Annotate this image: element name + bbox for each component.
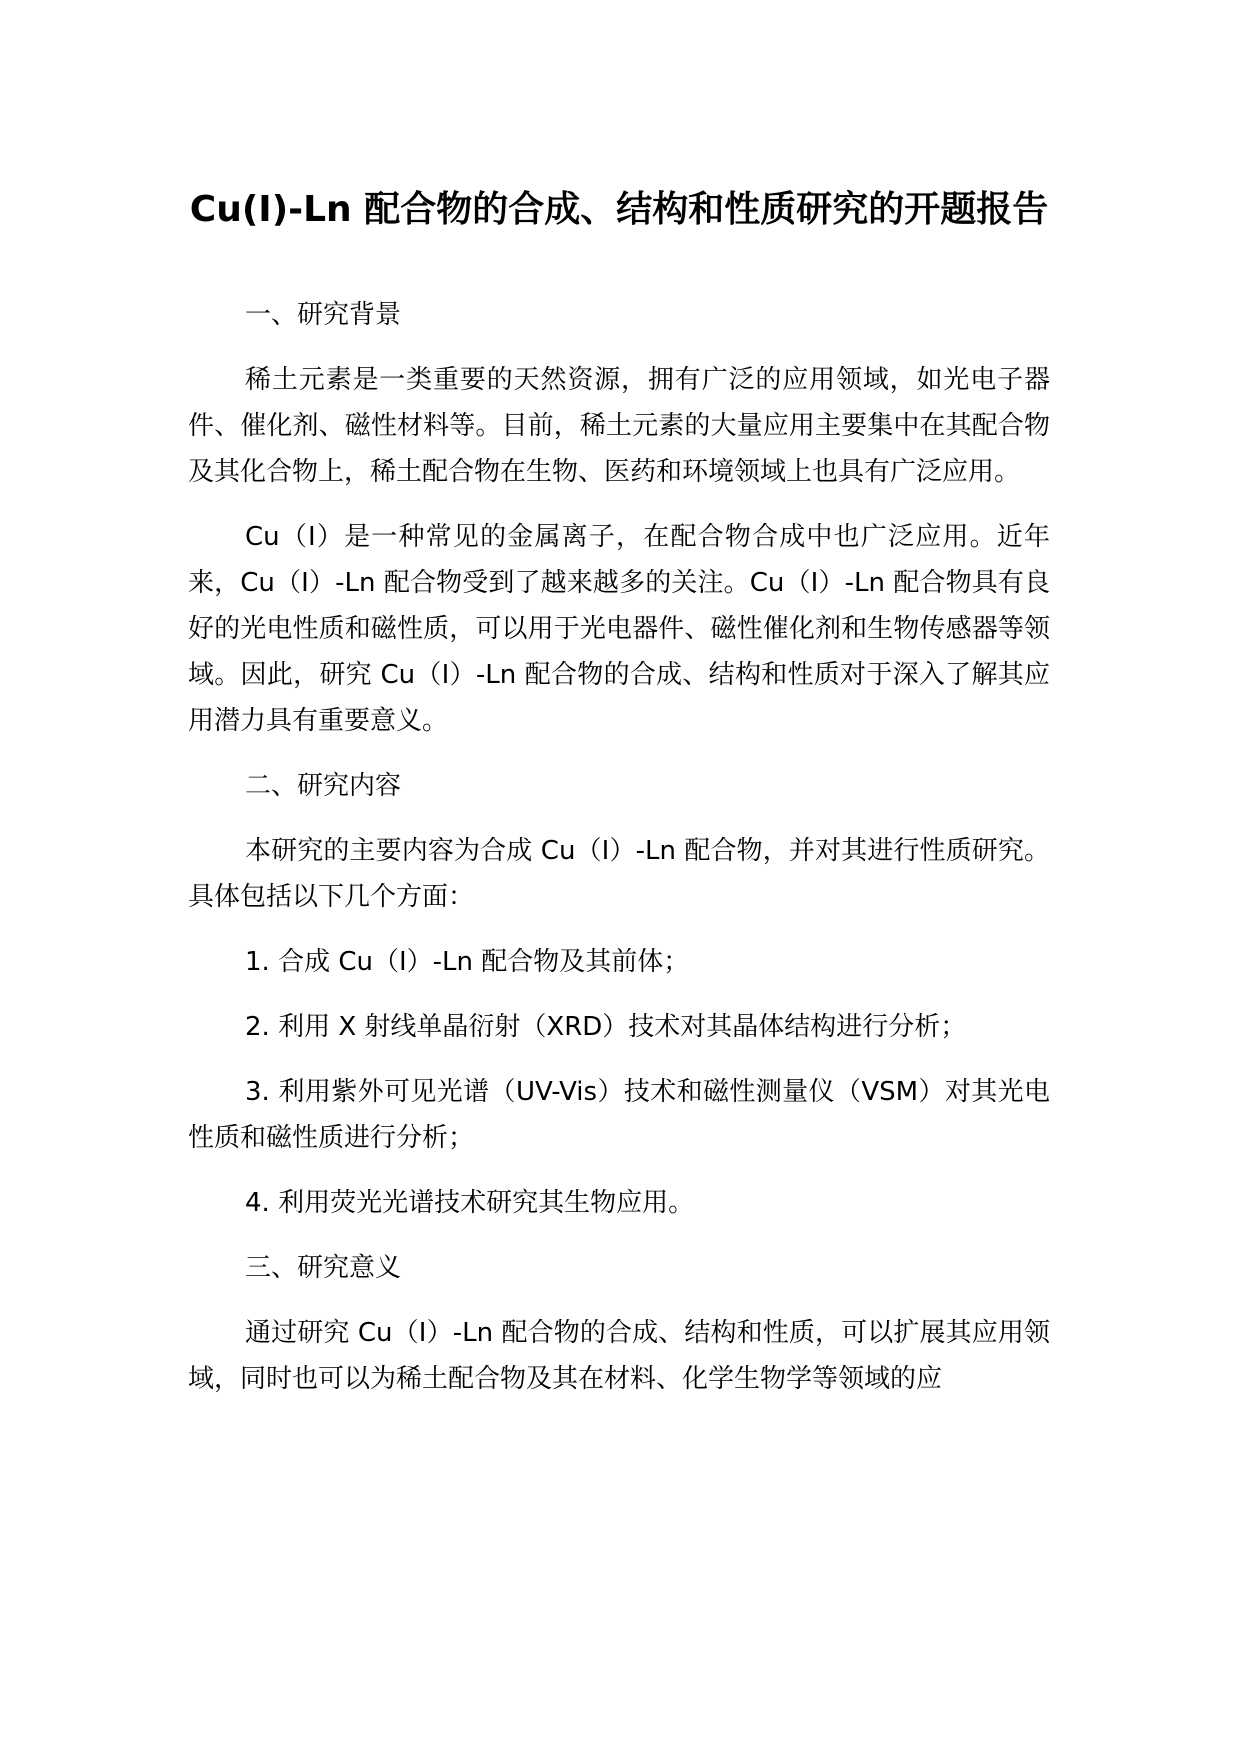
- paragraph: 本研究的主要内容为合成 Cu（Ⅰ）-Ln 配合物，并对其进行性质研究。具体包括以下几个方面：: [188, 836, 1050, 912]
- document-body: [188, 292, 1050, 1402]
- section-heading-background: 一、研究背景: [245, 300, 402, 330]
- paragraph: Cu（Ⅰ）是一种常见的金属离子，在配合物合成中也广泛应用。近年来，Cu（Ⅰ）-Ln 配合物受到了越来越多的关注。Cu（Ⅰ）-Ln 配合物具有良好的光电性质和磁性质，可以用于光电器件、磁性催化剂和生物传感器等领域。因此，研究 Cu（Ⅰ）-Ln 配合物的合成、结构和性质对于深入了解其应用潜力具有重要意义。: [188, 522, 1050, 736]
- list-item: 1. 合成 Cu（Ⅰ）-Ln 配合物及其前体；: [245, 947, 690, 977]
- document-title: Cu(Ⅰ)-Ln 配合物的合成、结构和性质研究的开题报告: [189, 189, 1049, 230]
- list-item: 4. 利用荧光光谱技术研究其生物应用。: [245, 1188, 695, 1218]
- document-page: [188, 0, 1050, 1421]
- list-item: 3. 利用紫外可见光谱（UV-Vis）技术和磁性测量仪（VSM）对其光电性质和磁性质进行分析；: [188, 1077, 1050, 1153]
- section-heading-significance: 三、研究意义: [245, 1253, 402, 1283]
- paragraph: 稀土元素是一类重要的天然资源，拥有广泛的应用领域，如光电子器件、催化剂、磁性材料等。目前，稀土元素的大量应用主要集中在其配合物及其化合物上，稀土配合物在生物、医药和环境领域上也具有广泛应用。: [188, 365, 1050, 487]
- section-heading-content: 二、研究内容: [245, 771, 402, 801]
- list-item: 2. 利用 X 射线单晶衍射（XRD）技术对其晶体结构进行分析；: [245, 1012, 967, 1042]
- paragraph: 通过研究 Cu（Ⅰ）-Ln 配合物的合成、结构和性质，可以扩展其应用领域，同时也可以为稀土配合物及其在材料、化学生物学等领域的应: [188, 1318, 1050, 1394]
